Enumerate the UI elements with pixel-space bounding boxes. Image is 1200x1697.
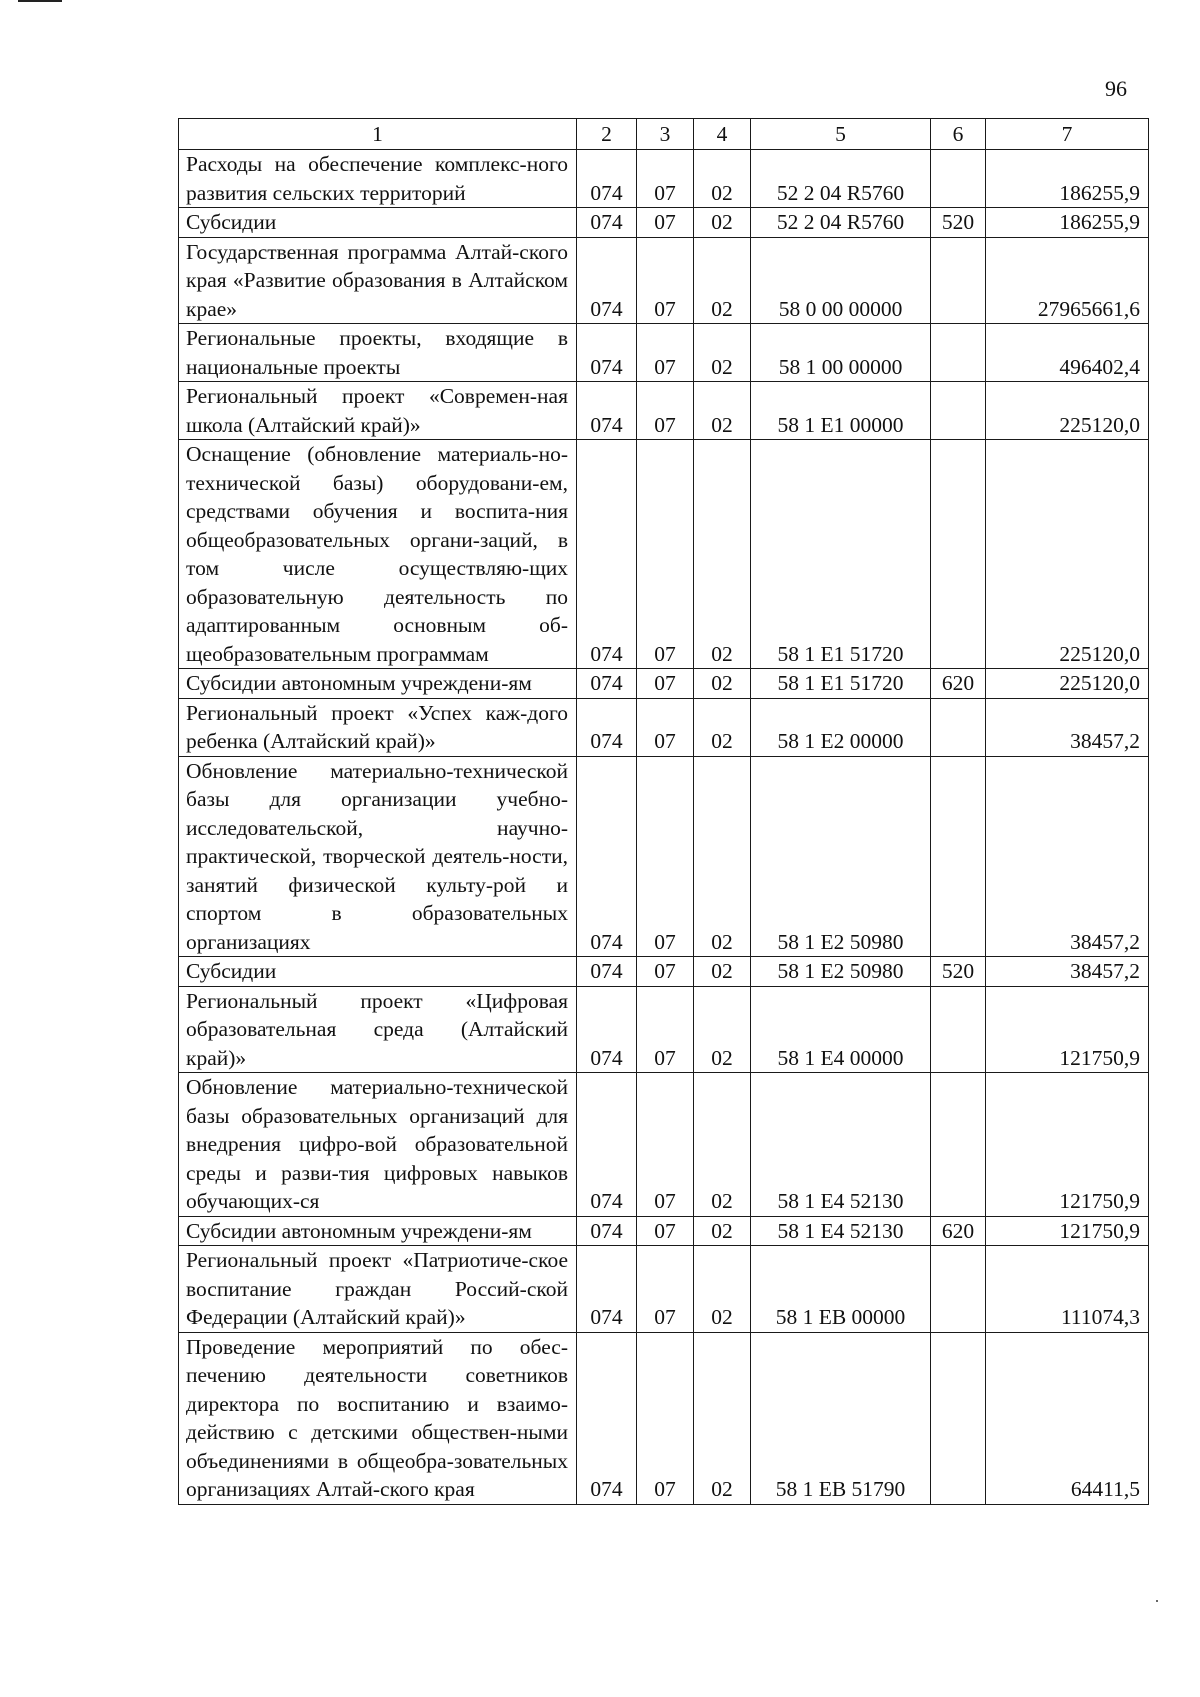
code-5-cell: 52 2 04 R5760: [751, 208, 931, 238]
header-cell: 3: [637, 119, 694, 150]
code-2-cell: 074: [577, 382, 637, 440]
code-3-cell: 07: [637, 957, 694, 987]
code-6-cell: [931, 1246, 986, 1333]
header-cell: 4: [694, 119, 751, 150]
code-3-cell: 07: [637, 698, 694, 756]
row-name-cell: Расходы на обеспечение комплекс-ного развития сельских территорий: [179, 150, 577, 208]
code-2-cell: 074: [577, 237, 637, 324]
code-3-cell: 07: [637, 208, 694, 238]
table-row: [179, 1332, 1149, 1504]
code-6-cell: 520: [931, 957, 986, 987]
row-name-cell: Региональные проекты, входящие в национальные проекты: [179, 324, 577, 382]
code-6-cell: [931, 986, 986, 1073]
row-name-cell: Региональный проект «Успех каж-дого ребенка (Алтайский край)»: [179, 698, 577, 756]
code-6-cell: [931, 1332, 986, 1504]
row-name-cell: Проведение мероприятий по обес-печению деятельности советников директора по воспитанию и взаимо-действию с детскими обществен-ными объединениями в общеобра-зовательных организациях Алтай-ского края: [179, 1332, 577, 1504]
table-row: [179, 382, 1149, 440]
code-3-cell: 07: [637, 669, 694, 699]
code-6-cell: 620: [931, 1216, 986, 1246]
page-number: 96: [1105, 76, 1127, 101]
header-cell: 7: [986, 119, 1149, 150]
code-6-cell: [931, 382, 986, 440]
code-5-cell: 58 1 E4 52130: [751, 1073, 931, 1217]
table-row: [179, 669, 1149, 699]
table-row: [179, 208, 1149, 238]
code-2-cell: 074: [577, 1332, 637, 1504]
row-name-cell: Обновление материально-технической базы для организации учебно-исследовательской, научно-практической, творческой деятель-ности, занятий физической культу-рой и спортом в образовательных организациях: [179, 756, 577, 957]
code-3-cell: 07: [637, 1073, 694, 1217]
row-name-cell: Региональный проект «Патриотиче-ское воспитание граждан Россий-ской Федерации (Алтайский край)»: [179, 1246, 577, 1333]
code-2-cell: 074: [577, 957, 637, 987]
row-name-cell: Государственная программа Алтай-ского края «Развитие образования в Алтайском крае»: [179, 237, 577, 324]
table-row: [179, 1216, 1149, 1246]
scan-corner-mark: [18, 0, 62, 2]
code-5-cell: 58 1 EB 00000: [751, 1246, 931, 1333]
amount-cell: 111074,3: [986, 1246, 1149, 1333]
code-6-cell: [931, 1073, 986, 1217]
table-row: [179, 324, 1149, 382]
code-4-cell: 02: [694, 957, 751, 987]
table-row: [179, 698, 1149, 756]
code-3-cell: 07: [637, 440, 694, 669]
code-2-cell: 074: [577, 698, 637, 756]
code-4-cell: 02: [694, 440, 751, 669]
code-6-cell: [931, 756, 986, 957]
header-cell: 1: [179, 119, 577, 150]
amount-cell: 225120,0: [986, 440, 1149, 669]
code-3-cell: 07: [637, 1332, 694, 1504]
amount-cell: 225120,0: [986, 382, 1149, 440]
code-4-cell: 02: [694, 756, 751, 957]
table-row: [179, 756, 1149, 957]
table-row: [179, 440, 1149, 669]
code-3-cell: 07: [637, 237, 694, 324]
code-3-cell: 07: [637, 756, 694, 957]
code-3-cell: 07: [637, 986, 694, 1073]
amount-cell: 121750,9: [986, 1216, 1149, 1246]
row-name-cell: Оснащение (обновление материаль-но-технической базы) оборудовани-ем, средствами обучения и воспита-ния общеобразовательных органи-заций, в том числе осуществляю-щих образовательную деятельность по адаптированным основным об-щеобразовательным программам: [179, 440, 577, 669]
code-4-cell: 02: [694, 208, 751, 238]
table-row: [179, 957, 1149, 987]
amount-cell: 496402,4: [986, 324, 1149, 382]
header-cell: 5: [751, 119, 931, 150]
code-4-cell: 02: [694, 669, 751, 699]
code-5-cell: 58 1 EB 51790: [751, 1332, 931, 1504]
code-6-cell: 620: [931, 669, 986, 699]
table-row: [179, 1246, 1149, 1333]
code-6-cell: [931, 324, 986, 382]
code-2-cell: 074: [577, 1246, 637, 1333]
row-name-cell: Субсидии автономным учреждени-ям: [179, 669, 577, 699]
code-5-cell: 58 1 E2 50980: [751, 957, 931, 987]
code-6-cell: [931, 698, 986, 756]
amount-cell: 186255,9: [986, 208, 1149, 238]
scan-speck: [1156, 1600, 1158, 1602]
code-3-cell: 07: [637, 1246, 694, 1333]
amount-cell: 121750,9: [986, 986, 1149, 1073]
code-2-cell: 074: [577, 1073, 637, 1217]
code-5-cell: 58 1 E1 51720: [751, 440, 931, 669]
row-name-cell: Субсидии автономным учреждени-ям: [179, 1216, 577, 1246]
amount-cell: 38457,2: [986, 756, 1149, 957]
amount-cell: 121750,9: [986, 1073, 1149, 1217]
amount-cell: 38457,2: [986, 957, 1149, 987]
amount-cell: 38457,2: [986, 698, 1149, 756]
table-body: [179, 119, 1149, 1505]
code-5-cell: 58 0 00 00000: [751, 237, 931, 324]
row-name-cell: Субсидии: [179, 957, 577, 987]
code-5-cell: 58 1 E2 50980: [751, 756, 931, 957]
code-5-cell: 58 1 E4 00000: [751, 986, 931, 1073]
amount-cell: 64411,5: [986, 1332, 1149, 1504]
code-2-cell: 074: [577, 440, 637, 669]
header-row: [179, 119, 1149, 150]
code-4-cell: 02: [694, 382, 751, 440]
header-cell: 2: [577, 119, 637, 150]
row-name-cell: Региональный проект «Цифровая образовательная среда (Алтайский край)»: [179, 986, 577, 1073]
code-3-cell: 07: [637, 150, 694, 208]
code-2-cell: 074: [577, 756, 637, 957]
code-2-cell: 074: [577, 150, 637, 208]
code-3-cell: 07: [637, 382, 694, 440]
code-6-cell: 520: [931, 208, 986, 238]
code-4-cell: 02: [694, 237, 751, 324]
code-5-cell: 58 1 E1 00000: [751, 382, 931, 440]
code-4-cell: 02: [694, 324, 751, 382]
budget-table: [178, 118, 1149, 1505]
row-name-cell: Региональный проект «Современ-ная школа (Алтайский край)»: [179, 382, 577, 440]
code-4-cell: 02: [694, 150, 751, 208]
code-5-cell: 58 1 E1 51720: [751, 669, 931, 699]
code-5-cell: 58 1 E2 00000: [751, 698, 931, 756]
code-3-cell: 07: [637, 324, 694, 382]
amount-cell: 225120,0: [986, 669, 1149, 699]
code-2-cell: 074: [577, 669, 637, 699]
code-5-cell: 58 1 00 00000: [751, 324, 931, 382]
code-3-cell: 07: [637, 1216, 694, 1246]
table-row: [179, 150, 1149, 208]
row-name-cell: Субсидии: [179, 208, 577, 238]
table-row: [179, 986, 1149, 1073]
code-4-cell: 02: [694, 698, 751, 756]
header-cell: 6: [931, 119, 986, 150]
code-4-cell: 02: [694, 1246, 751, 1333]
code-6-cell: [931, 237, 986, 324]
code-5-cell: 58 1 E4 52130: [751, 1216, 931, 1246]
code-2-cell: 074: [577, 986, 637, 1073]
table-row: [179, 1073, 1149, 1217]
code-6-cell: [931, 150, 986, 208]
code-2-cell: 074: [577, 208, 637, 238]
code-2-cell: 074: [577, 324, 637, 382]
amount-cell: 186255,9: [986, 150, 1149, 208]
code-5-cell: 52 2 04 R5760: [751, 150, 931, 208]
code-4-cell: 02: [694, 1073, 751, 1217]
code-2-cell: 074: [577, 1216, 637, 1246]
code-6-cell: [931, 440, 986, 669]
code-4-cell: 02: [694, 1332, 751, 1504]
code-4-cell: 02: [694, 986, 751, 1073]
code-4-cell: 02: [694, 1216, 751, 1246]
table-row: [179, 237, 1149, 324]
row-name-cell: Обновление материально-технической базы образовательных организаций для внедрения цифро-вой образовательной среды и разви-тия цифровых навыков обучающих-ся: [179, 1073, 577, 1217]
amount-cell: 27965661,6: [986, 237, 1149, 324]
